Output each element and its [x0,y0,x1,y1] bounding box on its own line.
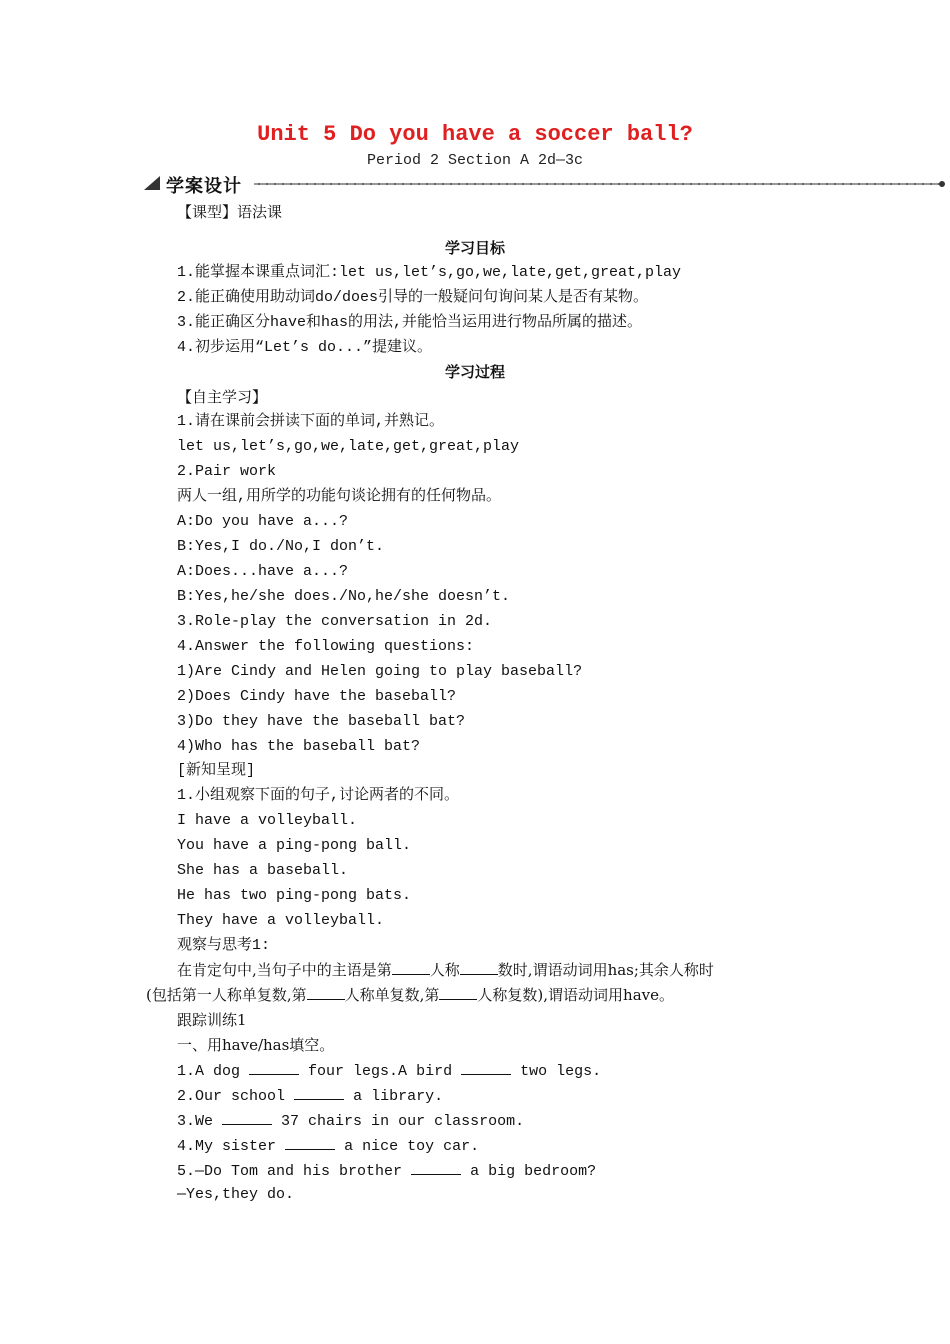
lesson-type: 【课型】语法课 [177,203,283,221]
observe-text: (包括第一人称单复数,第 [146,986,307,1004]
content-line: 3)Do they have the baseball bat? [177,713,466,730]
exercise-text: 5.—Do Tom and his brother [177,1163,403,1180]
exercise-text: 1.A dog [177,1063,241,1080]
exercise-text: 2.Our school [177,1088,286,1105]
observe-text: 人称 [429,961,460,979]
content-line: 3.Role-play the conversation in 2d. [177,613,493,630]
exercise-text: 37 chairs in our classroom. [281,1113,525,1130]
exercise-item [177,1085,443,1107]
exercise-text: 4.My sister [177,1138,277,1155]
goal-item: 3.能正确区分have和has的用法,并能恰当运用进行物品所属的描述。 [177,314,643,331]
exercise-text: 3.We [177,1113,214,1130]
exercise-item [177,1160,596,1182]
content-line: They have a volleyball. [177,912,385,929]
fill-blank[interactable] [392,960,430,975]
fill-blank[interactable] [461,1060,511,1075]
content-line: 观察与思考1: [177,937,271,954]
exercise-text: four legs.A bird [308,1063,453,1080]
exercise-item [177,1060,601,1082]
page-title: Unit 5 Do you have a soccer ball? [257,122,693,147]
observe-text: 在肯定句中,当句子中的主语是第 [177,961,392,979]
content-line: 4)Who has the baseball bat? [177,738,421,755]
page-subtitle: Period 2 Section A 2d—3c [366,152,584,169]
content-line: 2)Does Cindy have the baseball? [177,688,457,705]
content-line: 2.Pair work [177,463,277,480]
fill-blank[interactable] [294,1085,344,1100]
banner-decoration-icon [142,172,948,194]
banner-label: 学案设计 [166,176,242,197]
exercise-item [177,1110,524,1132]
self-study-heading: 【自主学习】 [177,388,268,406]
exercise-text: a nice toy car. [344,1138,480,1155]
observe-text: 数时,谓语动词用has;其余人称时 [497,961,714,979]
fill-blank[interactable] [307,985,345,1000]
content-line: You have a ping-pong ball. [177,837,412,854]
observe-text: 人称单复数,第 [344,986,440,1004]
exercise-text: two legs. [520,1063,602,1080]
fill-blank[interactable] [411,1160,461,1175]
content-line: He has two ping-pong bats. [177,887,412,904]
content-line: let us,let’s,go,we,late,get,great,play [177,438,520,455]
content-line: B:Yes,he/she does./No,he/she doesn’t. [177,588,511,605]
process-heading: 学习过程 [444,363,505,381]
practice-heading: 跟踪训练1 [177,1011,247,1029]
fill-blank[interactable] [222,1110,272,1125]
fill-blank[interactable] [439,985,477,1000]
exercise-text: a library. [353,1088,444,1105]
content-line: B:Yes,I do./No,I don’t. [177,538,385,555]
content-line: I have a volleyball. [177,812,358,829]
content-line: She has a baseball. [177,862,349,879]
exercise-intro: 一、用have/has填空。 [177,1036,335,1054]
observe-line-2 [146,985,674,1005]
goal-item: 1.能掌握本课重点词汇:let us,let’s,go,we,late,get,great,play [177,264,682,281]
content-line: 两人一组,用所学的功能句谈论拥有的任何物品。 [177,488,502,505]
content-line: A:Does...have a...? [177,563,349,580]
content-line: 4.Answer the following questions: [177,638,475,655]
fill-blank[interactable] [285,1135,335,1150]
fill-blank[interactable] [460,960,498,975]
exercise-item [177,1135,479,1157]
exercise-text: a big bedroom? [470,1163,597,1180]
content-line: 1.请在课前会拼读下面的单词,并熟记。 [177,413,445,430]
content-line: [新知呈现] [177,762,256,779]
goal-item: 2.能正确使用助动词do/does引导的一般疑问句询问某人是否有某物。 [177,289,649,306]
content-line: 1.小组观察下面的句子,讨论两者的不同。 [177,787,460,804]
section-banner [142,172,948,197]
observe-line-1 [177,960,714,980]
goal-item: 4.初步运用“Let’s do...”提建议。 [177,339,433,356]
observe-text: 人称复数),谓语动词用have。 [477,986,674,1004]
content-line: 1)Are Cindy and Helen going to play baseball? [177,663,583,680]
exercise-item: —Yes,they do. [177,1186,295,1203]
fill-blank[interactable] [249,1060,299,1075]
content-line: A:Do you have a...? [177,513,349,530]
goals-heading: 学习目标 [444,239,505,257]
